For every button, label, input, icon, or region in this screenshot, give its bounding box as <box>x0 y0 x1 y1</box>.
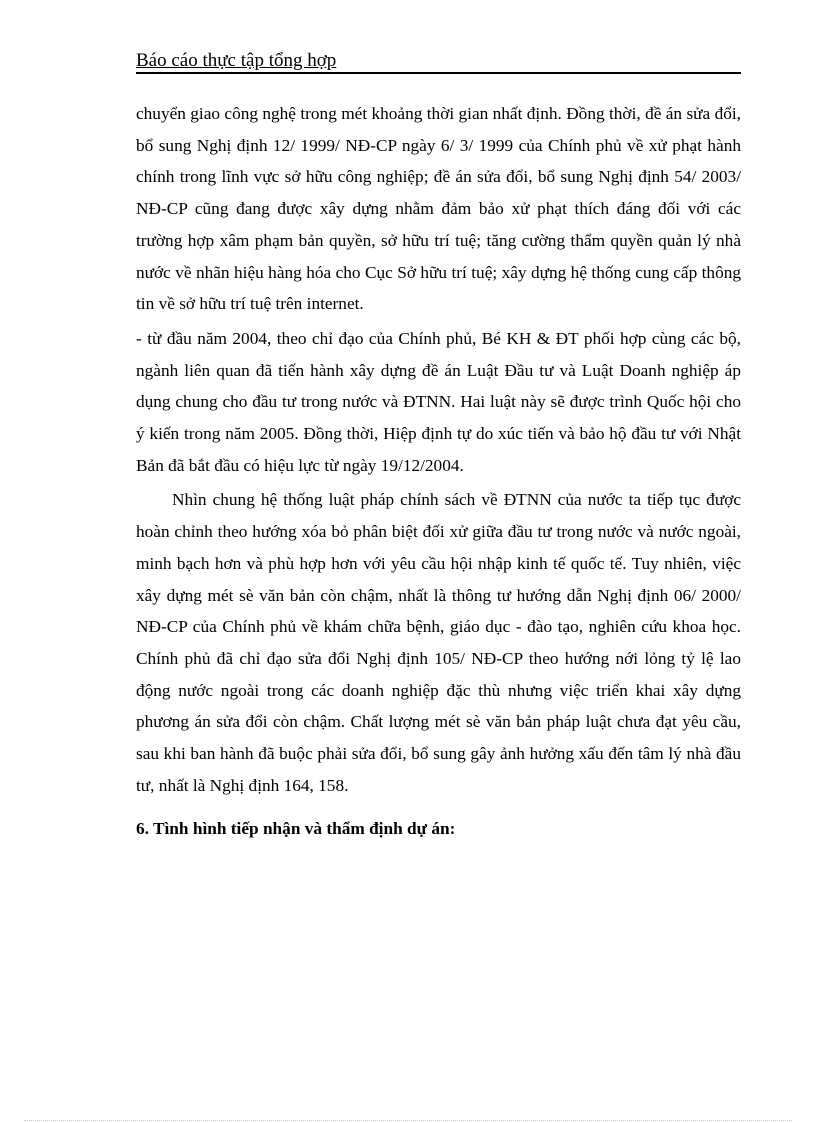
page-bottom-divider <box>24 1120 792 1121</box>
paragraph-summary: Nhìn chung hệ thống luật pháp chính sách về ĐTNN của nước ta tiếp tục được hoàn chỉnh theo hướng xóa bỏ phân biệt đối xử giữa đầu tư trong nước và nước ngoài, minh bạch hơn và phù hợp hơn với yêu cầu hội nhập kinh tế quốc tế. Tuy nhiên, việc xây dựng mét sè văn bản còn chậm, nhất là thông tư hướng dẫn Nghị định 06/ 2000/ NĐ-CP của Chính phủ về khám chữa bệnh, giáo dục - đào tạo, nghiên cứu khoa học. Chính phủ đã chỉ đạo sửa đổi Nghị định 105/ NĐ-CP theo hướng nới lỏng tỷ lệ lao động nước ngoài trong các doanh nghiệp đặc thù nhưng việc triển khai xây dựng phương án sửa đổi còn chậm. Chất lượng mét sè văn bản pháp luật chưa đạt yêu cầu, sau khi ban hành đã buộc phải sửa đổi, bổ sung gây ảnh hưởng xấu đến tâm lý nhà đầu tư, nhất là Nghị định 164, 158. <box>136 490 741 795</box>
paragraph-ip-law: chuyển giao công nghệ trong mét khoảng thời gian nhất định. Đồng thời, đề án sửa đổi, bổ sung Nghị định 12/ 1999/ NĐ-CP ngày 6/ 3/ 1999 của Chính phủ về xử phạt hành chính trong lĩnh vực sở hữu công nghiệp; đề án sửa đổi, bổ sung Nghị định 54/ 2003/ NĐ-CP cũng đang được xây dựng nhằm đảm bảo xử phạt thích đáng đối với các trường hợp xâm phạm bản quyền, sở hữu trí tuệ; tăng cường thẩm quyền quản lý nhà nước về nhãn hiệu hàng hóa cho Cục Sở hữu trí tuệ; xây dựng hệ thống cung cấp thông tin về sở hữu trí tuệ trên internet. <box>136 104 741 314</box>
paragraph-investment-law: - từ đầu năm 2004, theo chỉ đạo của Chính phủ, Bé KH & ĐT phối hợp cùng các bộ, ngành liên quan đã tiến hành xây dựng đề án Luật Đầu tư và Luật Doanh nghiệp áp dụng chung cho đầu tư trong nước và ĐTNN. Hai luật này sẽ được trình Quốc hội cho ý kiến trong năm 2005. Đồng thời, Hiệp định tự do xúc tiến và bảo hộ đầu tư với Nhật Bản đã bắt đầu có hiệu lực từ ngày 19/12/2004. <box>136 328 741 475</box>
page-header <box>136 50 741 74</box>
header-title: Báo cáo thực tập tổng hợp <box>136 50 337 71</box>
document-body <box>136 98 741 845</box>
section-heading: 6. Tình hình tiếp nhận và thẩm định dự án: <box>136 819 456 839</box>
